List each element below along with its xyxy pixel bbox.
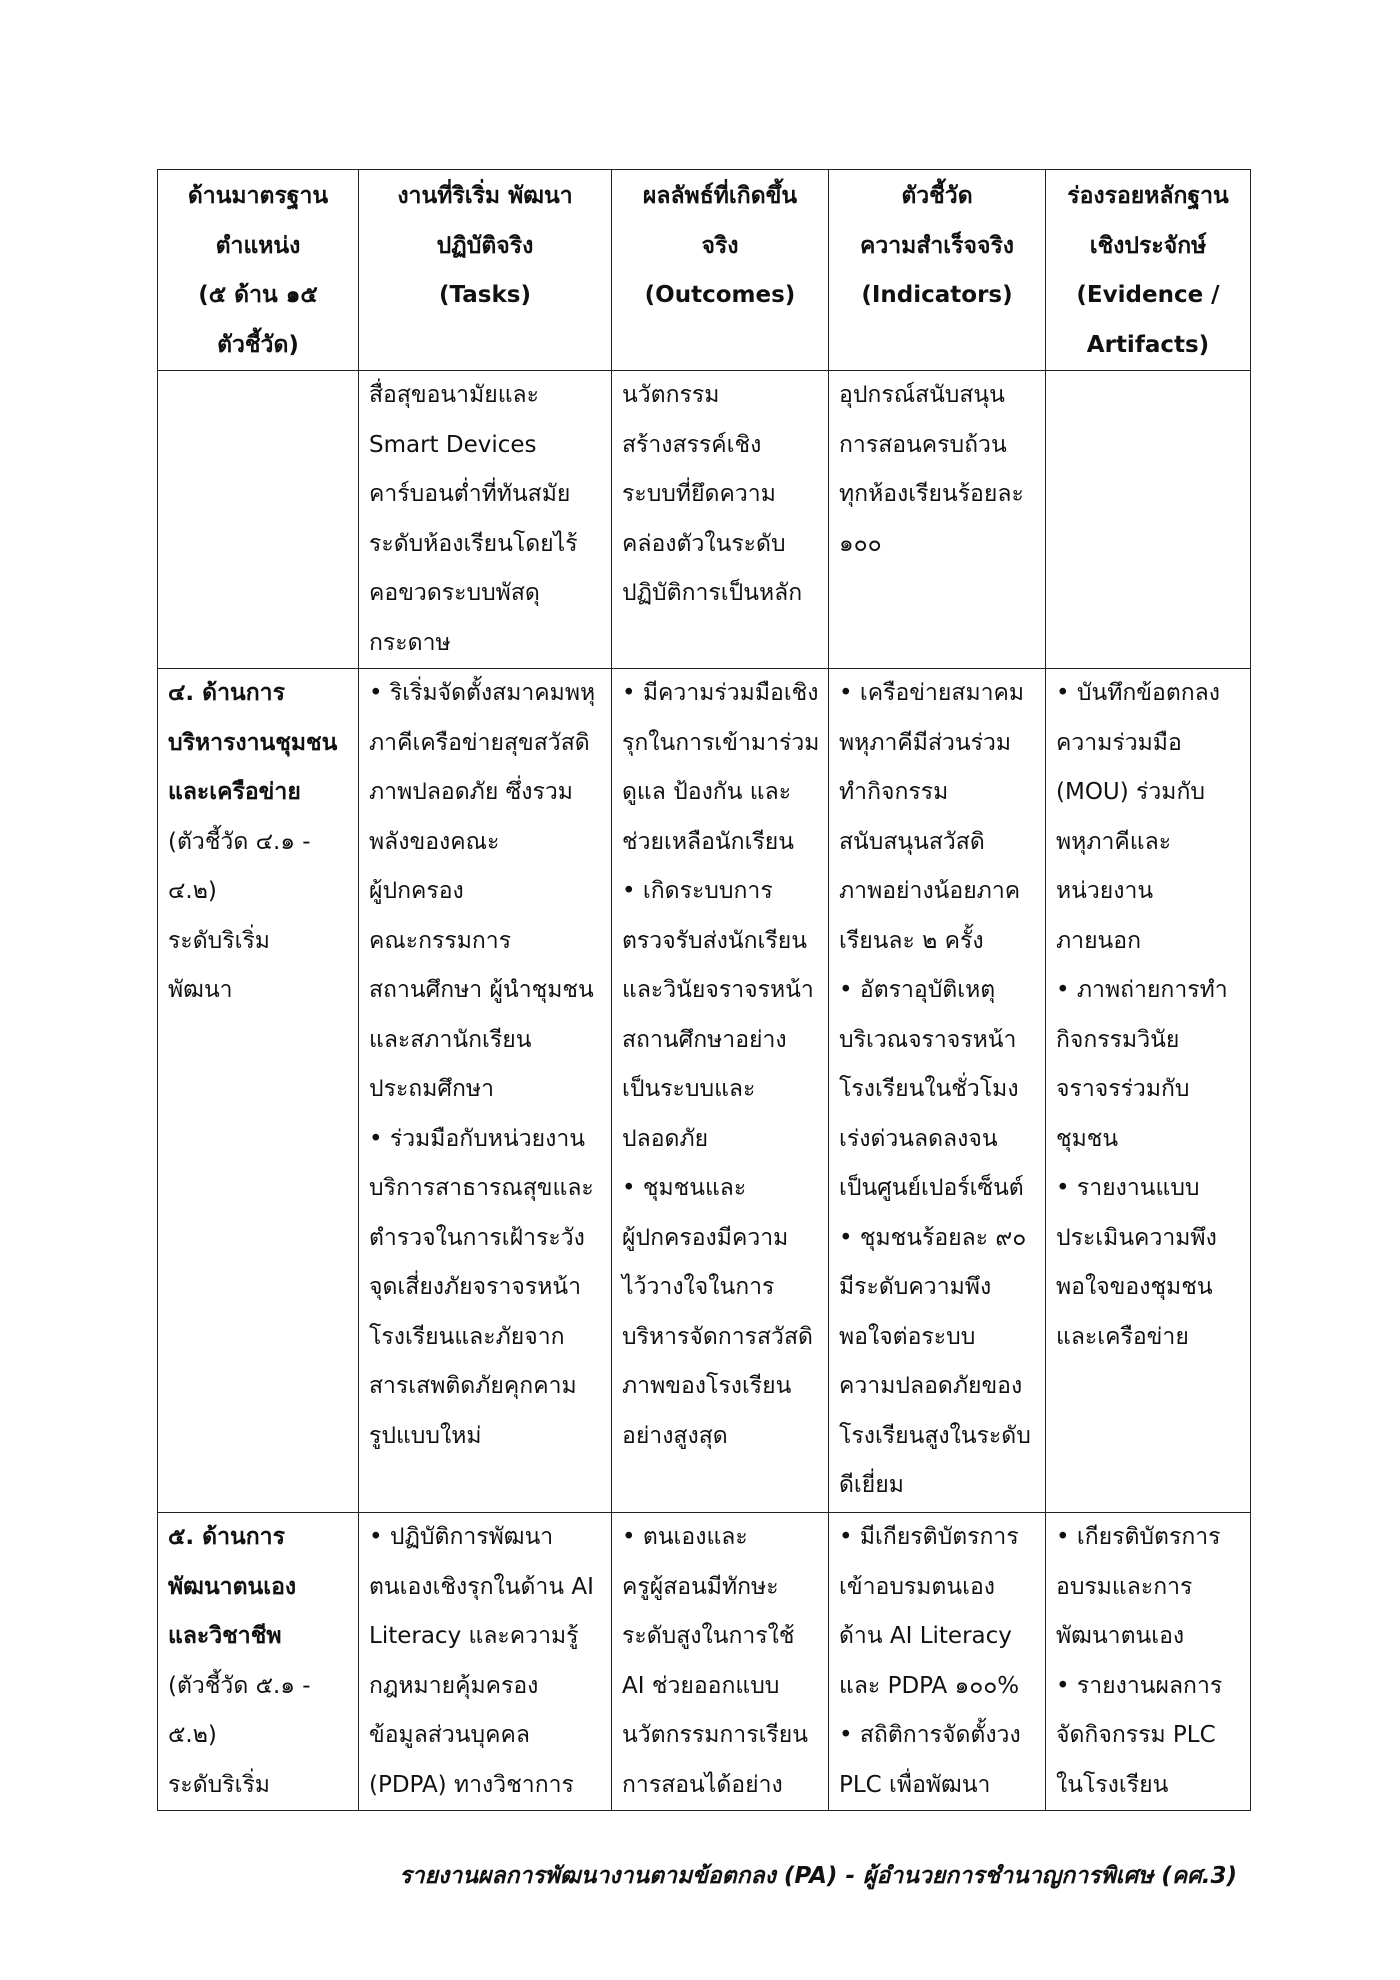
- cell-line: คาร์บอนต่ำที่ทันสมัย: [369, 481, 571, 507]
- cell-line: ช่วยเหลือนักเรียน: [622, 828, 794, 855]
- header-standard-area: [158, 170, 359, 371]
- cell-line: สร้างสรรค์เชิง: [622, 431, 762, 458]
- cell-line: ความร่วมมือ: [1056, 729, 1182, 756]
- cell-line: ระบบที่ยึดความ: [622, 481, 776, 507]
- cell-line: ดูแล ป้องกัน และ: [622, 779, 792, 805]
- cell-line: อย่างสูงสุด: [622, 1422, 728, 1449]
- cell-indicators: [829, 1513, 1046, 1811]
- cell-line: โรงเรียนสูงในระดับ: [839, 1422, 1031, 1449]
- cell-line: • เกียรติบัตรการ: [1056, 1524, 1221, 1550]
- cell-line: ทำกิจกรรม: [839, 779, 949, 805]
- cell-line: • ภาพถ่ายการทำ: [1056, 977, 1228, 1003]
- header-line: ร่องรอยหลักฐาน: [1067, 183, 1229, 209]
- cell-line: ไว้วางใจในการ: [622, 1274, 775, 1300]
- cell-line: เป็นศูนย์เปอร์เซ็นต์: [839, 1175, 1024, 1201]
- cell-line: (MOU) ร่วมกับ: [1056, 779, 1205, 805]
- cell-evidence: [1046, 669, 1251, 1513]
- cell-line: • ปฏิบัติการพัฒนา: [369, 1524, 554, 1550]
- cell-line: เร่งด่วนลดลงจน: [839, 1125, 998, 1152]
- cell-line: อุปกรณ์สนับสนุน: [839, 382, 1005, 408]
- cell-line: ภายนอก: [1056, 927, 1142, 954]
- cell-line: (PDPA) ทางวิชาการ: [369, 1771, 574, 1798]
- cell-line: จัดกิจกรรม PLC: [1056, 1722, 1216, 1748]
- cell-line: • รายงานแบบ: [1056, 1175, 1200, 1201]
- cell-line: และวินัยจราจรหน้า: [622, 977, 814, 1003]
- cell-line: มีระดับความพึง: [839, 1274, 992, 1300]
- cell-line: ผู้ปกครองมีความ: [622, 1224, 789, 1251]
- cell-line: บริการสาธารณสุขและ: [369, 1175, 594, 1201]
- header-line: Artifacts): [1086, 331, 1210, 358]
- header-line: (Evidence /: [1076, 282, 1220, 308]
- cell-line: บริเวณจราจรหน้า: [839, 1026, 1017, 1053]
- cell-line: โรงเรียนและภัยจาก: [369, 1323, 565, 1350]
- cell-line: กฎหมายคุ้มครอง: [369, 1672, 539, 1699]
- cell-line: ประถมศึกษา: [369, 1076, 494, 1102]
- cell-line: จราจรร่วมกับ: [1056, 1076, 1190, 1102]
- cell-line: สารเสพติดภัยคุกคาม: [369, 1373, 577, 1399]
- cell-line: สถานศึกษาอย่าง: [622, 1026, 787, 1053]
- cell-line: • มีความร่วมมือเชิง: [622, 680, 819, 706]
- header-tasks: [359, 170, 612, 371]
- cell-line: ระดับริเริ่ม: [168, 1771, 270, 1798]
- cell-line: พหุภาคีและ: [1056, 828, 1172, 855]
- standard-area-title: และเครือข่าย: [168, 779, 301, 805]
- cell-line: ทุกห้องเรียนร้อยละ: [839, 481, 1024, 507]
- header-line: (Indicators): [861, 282, 1013, 308]
- cell-line: PLC เพื่อพัฒนา: [839, 1771, 991, 1798]
- cell-line: คล่องตัวในระดับ: [622, 530, 786, 557]
- cell-line: ภาพของโรงเรียน: [622, 1373, 792, 1399]
- pa-report-table: [157, 169, 1251, 1811]
- cell-line: เป็นระบบและ: [622, 1076, 756, 1102]
- header-line: ตัวชี้วัด): [217, 331, 299, 358]
- cell-line: ผู้ปกครอง: [369, 878, 464, 904]
- header-line: ตำแหน่ง: [215, 232, 301, 259]
- cell-line: ด้าน AI Literacy: [839, 1623, 1012, 1649]
- cell-indicators: [829, 371, 1046, 669]
- cell-line: ภาคีเครือข่ายสุขสวัสดิ: [369, 729, 590, 756]
- cell-standard-area: [158, 371, 359, 669]
- cell-line: ครูผู้สอนมีทักษะ: [622, 1573, 779, 1600]
- cell-line: • สถิติการจัดตั้งวง: [839, 1722, 1021, 1748]
- cell-line: กระดาษ: [369, 629, 451, 656]
- cell-line: การสอนครบถ้วน: [839, 431, 1007, 458]
- cell-line: • รายงานผลการ: [1056, 1672, 1223, 1699]
- cell-line: รุกในการเข้ามาร่วม: [622, 729, 820, 756]
- cell-line: เรียนละ ๒ ครั้ง: [839, 927, 984, 954]
- header-line: (Outcomes): [644, 282, 796, 308]
- cell-line: คณะกรรมการ: [369, 927, 512, 954]
- cell-indicators: [829, 669, 1046, 1513]
- cell-line: นวัตกรรม: [622, 382, 720, 408]
- cell-line: พัฒนาตนเอง: [1056, 1623, 1185, 1649]
- cell-outcomes: [612, 669, 829, 1513]
- cell-line: และ PDPA ๑๐๐%: [839, 1672, 1020, 1699]
- cell-line: ตำรวจในการเฝ้าระวัง: [369, 1224, 585, 1251]
- header-line: (Tasks): [439, 282, 531, 308]
- header-line: ผลลัพธ์ที่เกิดขึ้น: [642, 183, 798, 209]
- cell-line: • บันทึกข้อตกลง: [1056, 680, 1221, 706]
- cell-line: • มีเกียรติบัตรการ: [839, 1524, 1019, 1550]
- cell-line: • เครือข่ายสมาคม: [839, 680, 1025, 706]
- cell-line: นวัตกรรมการเรียน: [622, 1722, 808, 1748]
- header-line: ตัวชี้วัด: [901, 183, 973, 209]
- cell-line: AI ช่วยออกแบบ: [622, 1672, 780, 1699]
- cell-line: (ตัวชี้วัด ๔.๑ -: [168, 828, 311, 855]
- cell-tasks: [359, 669, 612, 1513]
- standard-area-title: ๕. ด้านการ: [168, 1524, 285, 1550]
- cell-line: • อัตราอุบัติเหตุ: [839, 977, 996, 1003]
- cell-line: ๕.๒): [168, 1722, 217, 1748]
- header-line: ปฏิบัติจริง: [436, 232, 534, 259]
- cell-line: • ริเริ่มจัดตั้งสมาคมพหุ: [369, 680, 596, 706]
- cell-line: ภาพอย่างน้อยภาค: [839, 878, 1021, 904]
- cell-line: Literacy และความรู้: [369, 1623, 579, 1649]
- standard-area-title: พัฒนาตนเอง: [168, 1573, 297, 1600]
- cell-line: จุดเสี่ยงภัยจราจรหน้า: [369, 1274, 582, 1300]
- cell-line: พัฒนา: [168, 977, 233, 1003]
- cell-line: ความปลอดภัยของ: [839, 1373, 1023, 1399]
- cell-line: พลังของคณะ: [369, 828, 500, 855]
- cell-line: Smart Devices: [369, 431, 537, 458]
- cell-line: ตรวจรับส่งนักเรียน: [622, 927, 807, 954]
- standard-area-title: ๔. ด้านการ: [168, 680, 285, 706]
- cell-line: และสภานักเรียน: [369, 1026, 532, 1053]
- cell-line: โรงเรียนในชั่วโมง: [839, 1076, 1019, 1102]
- cell-line: ปลอดภัย: [622, 1125, 709, 1152]
- cell-line: • ตนเองและ: [622, 1524, 748, 1550]
- table-header-row: [158, 170, 1251, 371]
- cell-tasks: [359, 1513, 612, 1811]
- cell-line: สนับสนุนสวัสดิ: [839, 828, 985, 855]
- table-row: [158, 669, 1251, 1513]
- cell-line: ระดับริเริ่ม: [168, 927, 270, 954]
- header-indicators: [829, 170, 1046, 371]
- cell-line: ภาพปลอดภัย ซึ่งรวม: [369, 779, 573, 805]
- cell-line: ตนเองเชิงรุกในด้าน AI: [369, 1573, 594, 1600]
- cell-line: หน่วยงาน: [1056, 878, 1154, 904]
- header-line: จริง: [701, 232, 739, 259]
- cell-line: ๑๐๐: [839, 530, 882, 557]
- cell-line: บริหารจัดการสวัสดิ: [622, 1323, 813, 1350]
- cell-tasks: [359, 371, 612, 669]
- cell-line: • ชุมชนร้อยละ ๙๐: [839, 1224, 1027, 1251]
- cell-line: อบรมและการ: [1056, 1573, 1193, 1600]
- cell-line: (ตัวชี้วัด ๕.๑ -: [168, 1672, 311, 1699]
- header-line: (๕ ด้าน ๑๕: [198, 282, 318, 308]
- cell-line: • ชุมชนและ: [622, 1175, 747, 1201]
- cell-line: สื่อสุขอนามัยและ: [369, 382, 539, 408]
- cell-line: และเครือข่าย: [1056, 1323, 1189, 1350]
- header-line: เชิงประจักษ์: [1089, 232, 1207, 259]
- cell-line: เข้าอบรมตนเอง: [839, 1573, 995, 1600]
- cell-line: รูปแบบใหม่: [369, 1422, 482, 1449]
- cell-line: ปฏิบัติการเป็นหลัก: [622, 580, 803, 606]
- cell-line: • เกิดระบบการ: [622, 878, 773, 904]
- cell-line: ดีเยี่ยม: [839, 1472, 904, 1498]
- header-evidence: [1046, 170, 1251, 371]
- header-line: ด้านมาตรฐาน: [187, 183, 329, 209]
- cell-standard-area: [158, 669, 359, 1513]
- header-line: ความสำเร็จจริง: [859, 232, 1015, 259]
- cell-line: ระดับสูงในการใช้: [622, 1623, 795, 1649]
- cell-line: พหุภาคีมีส่วนร่วม: [839, 729, 1012, 756]
- cell-line: พอใจของชุมชน: [1056, 1274, 1213, 1300]
- cell-line: คอขวดระบบพัสดุ: [369, 580, 540, 606]
- cell-line: • ร่วมมือกับหน่วยงาน: [369, 1125, 585, 1152]
- cell-line: ในโรงเรียน: [1056, 1771, 1169, 1798]
- cell-evidence: [1046, 371, 1251, 669]
- cell-line: สถานศึกษา ผู้นำชุมชน: [369, 977, 594, 1003]
- cell-outcomes: [612, 1513, 829, 1811]
- page-footer: รายงานผลการพัฒนางานตามข้อตกลง (PA) - ผู้อำนวยการชำนาญการพิเศษ (คศ.3): [399, 1863, 1237, 1889]
- table-row: [158, 371, 1251, 669]
- cell-evidence: [1046, 1513, 1251, 1811]
- cell-line: ระดับห้องเรียนโดยไร้: [369, 530, 578, 557]
- header-outcomes: [612, 170, 829, 371]
- cell-line: กิจกรรมวินัย: [1056, 1026, 1180, 1053]
- cell-line: ชุมชน: [1056, 1125, 1119, 1152]
- cell-line: ประเมินความพึง: [1056, 1224, 1217, 1251]
- cell-outcomes: [612, 371, 829, 669]
- standard-area-title: บริหารงานชุมชน: [168, 729, 338, 756]
- cell-line: ๔.๒): [168, 878, 217, 904]
- cell-line: การสอนได้อย่าง: [622, 1771, 783, 1798]
- cell-line: ข้อมูลส่วนบุคคล: [369, 1722, 530, 1748]
- header-line: งานที่ริเริ่ม พัฒนา: [397, 183, 573, 209]
- cell-line: พอใจต่อระบบ: [839, 1323, 976, 1350]
- cell-standard-area: [158, 1513, 359, 1811]
- standard-area-title: และวิชาชีพ: [168, 1623, 282, 1649]
- table-row: [158, 1513, 1251, 1811]
